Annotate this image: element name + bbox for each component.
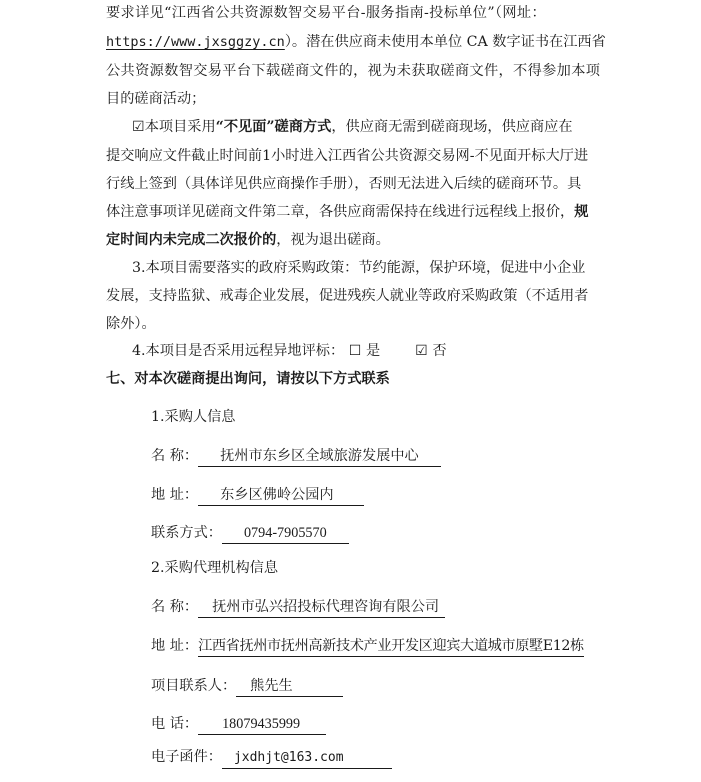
agency-address-value: 江西省抚州市抚州高新技术产业开发区迎宾大道城市原墅E12栋 <box>198 636 584 657</box>
para3-line1: 3.本项目需要落实的政府采购政策：节约能源，保护环境，促进中小企业 <box>132 260 586 276</box>
para2-line2: 提交响应文件截止时间前1小时进入江西省公共资源交易网-不见面开标大厅进 <box>106 148 589 164</box>
para2-line1: ☑本项目采用“不见面”磋商方式，供应商无需到磋商现场，供应商应在 <box>132 119 573 135</box>
para1-line3: 公共资源数智交易平台下载磋商文件的，视为未获取磋商文件，不得参加本项 <box>106 63 601 79</box>
agency-phone-value: 18079435999 <box>198 714 326 735</box>
agency-person-value: 熊先生 <box>236 676 343 697</box>
agency-email-row: 电子函件： jxdhjt@163.com <box>151 747 392 769</box>
para2-line4: 体注意事项详见磋商文件第二章，各供应商需保持在线进行远程线上报价，规 <box>106 204 589 220</box>
para3-line2: 发展，支持监狱、戒毒企业发展，促进残疾人就业等政府采购政策（不适用者 <box>106 288 589 304</box>
purchaser-name-row: 名 称： 抚州市东乡区全域旅游发展中心 <box>151 446 441 467</box>
para3-line3: 除外）。 <box>106 316 156 332</box>
agency-address-row: 地 址：江西省抚州市抚州高新技术产业开发区迎宾大道城市原墅E12栋 <box>151 636 584 657</box>
agency-name-value: 抚州市弘兴招投标代理咨询有限公司 <box>198 597 445 618</box>
para2-line5: 定时间内未完成二次报价的，视为退出磋商。 <box>106 232 390 248</box>
agency-phone-row: 电 话： 18079435999 <box>151 714 326 735</box>
agency-name-row: 名 称： 抚州市弘兴招投标代理咨询有限公司 <box>151 597 445 618</box>
agency-person-row: 项目联系人： 熊先生 <box>151 676 343 697</box>
purchaser-address-value: 东乡区佛岭公园内 <box>198 485 364 506</box>
agency-email-value: jxdhjt@163.com <box>222 748 392 769</box>
para1-line2: https://www.jxsggzy.cn）。潜在供应商未使用本单位 CA 数字证书在江西省 <box>106 34 606 50</box>
para2-line3: 行线上签到（具体详见供应商操作手册），否则无法进入后续的磋商环节。具 <box>106 176 582 192</box>
checkbox-no[interactable]: ☑ <box>415 343 428 359</box>
purchaser-name-value: 抚州市东乡区全域旅游发展中心 <box>198 446 441 467</box>
agency-title: 2.采购代理机构信息 <box>151 560 279 576</box>
option-no-label: 否 <box>432 343 447 359</box>
checkbox-yes[interactable]: ☐ <box>348 343 362 359</box>
purchaser-contact-row: 联系方式： 0794-7905570 <box>151 523 349 544</box>
purchaser-address-row: 地 址： 东乡区佛岭公园内 <box>151 485 364 506</box>
option-yes-label: 是 <box>365 343 381 359</box>
remote-eval-question: 4.本项目是否采用远程异地评标： ☐ 是 ☑ 否 <box>132 343 447 359</box>
purchaser-contact-value: 0794-7905570 <box>222 523 349 544</box>
section7-heading: 七、对本次磋商提出询问，请按以下方式联系 <box>106 371 390 387</box>
website-link[interactable]: https://www.jxsggzy.cn <box>106 34 285 50</box>
para1-line1: 要求详见“江西省公共资源数智交易平台-服务指南-投标单位”（网址： <box>106 5 546 21</box>
para1-line4: 目的磋商活动； <box>106 91 206 107</box>
purchaser-title: 1.采购人信息 <box>151 409 236 425</box>
